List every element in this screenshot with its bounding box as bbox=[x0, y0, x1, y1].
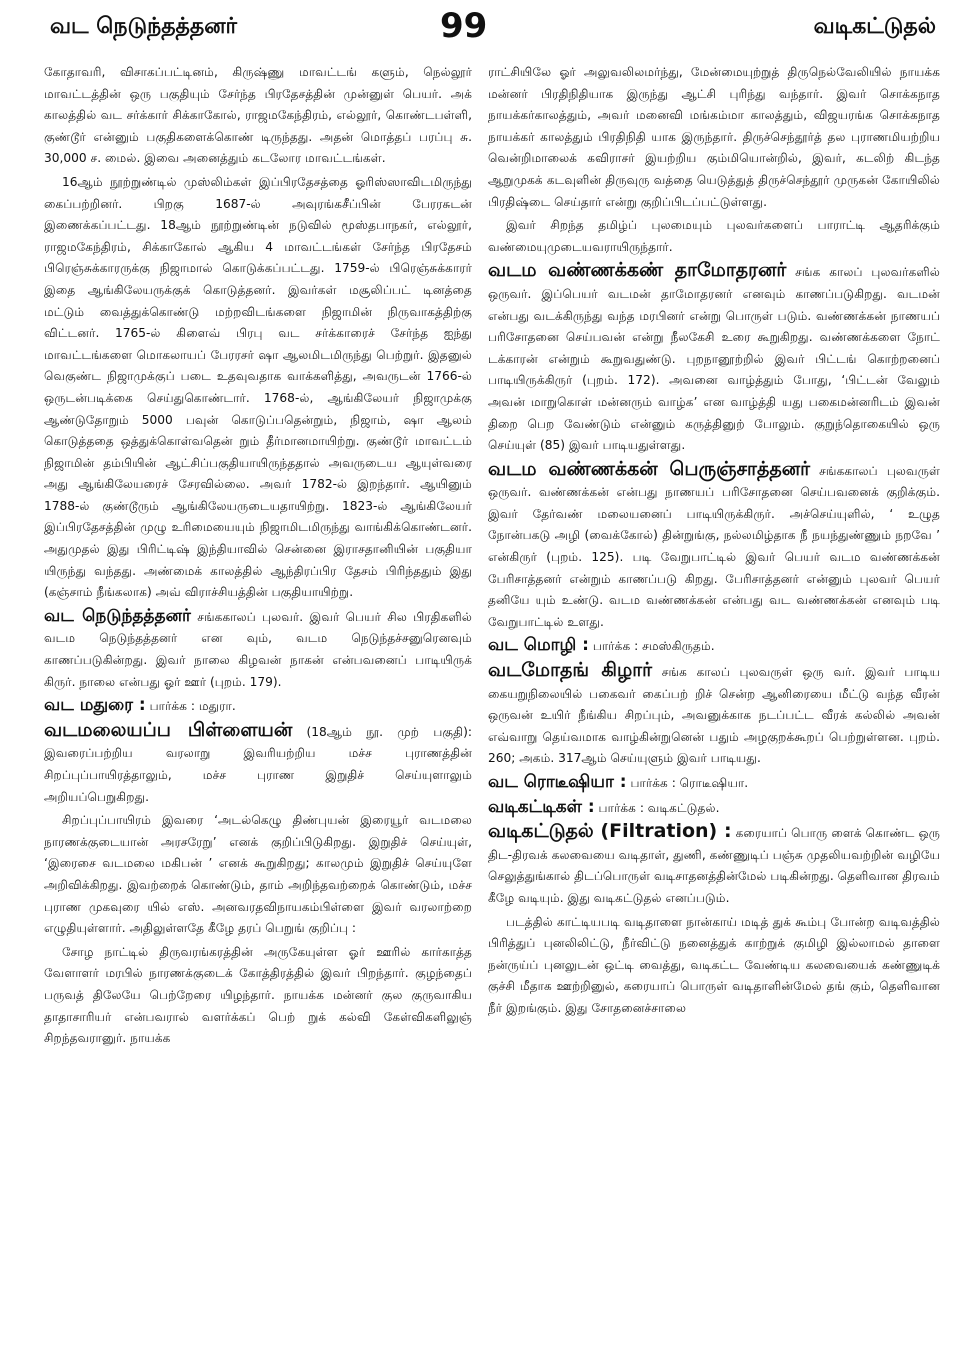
paragraph-text: சிறப்புப்பாயிரம் இவரை ‘அடல்கெழு திண்புயன் இரையூர் வடமலை நாரணக்குடையான் அரசரேறு’ எனக் குறிப்பிடுகிறது. இறுதிச் செய்யுள், ‘இரைசை வடமலை மகிபன் ’ எனக் கூறுகிறது; காலமும் இறுதிச் செய்யுளே அறிவிக்கிறது. இவற்றைக் கொண்டும், தாம் அறிந்தவற்றைக் கொண்டும், மச்ச புராண முகவுரை யில் எஸ். அனவரதவிநாயகம்பிள்ளை இவர் வரலாற்றை எழுதியுள்ளார். அதிலுள்ளதே கீழே தரப் பெறுங் குறிப்பு : bbox=[44, 813, 472, 936]
paragraph-text: (18ஆம் நூ. முற் பகுதி): இவரைப்பற்றிய வரலாறு இவரியற்றிய மச்ச புராணத்தின் சிறப்புப்பாயிரத்தாலும், மச்ச புராண இறுதிச் செய்யுளாலும் அறியப்பெறுகிறது. bbox=[44, 724, 472, 804]
left-column bbox=[44, 62, 472, 1352]
paragraph-text: படத்தில் காட்டியபடி வடிதாளை நான்காய் மடித் துக் கூம்பு போன்ற வடிவத்தில் பிரித்துப் புனலிலிட்டு, நீர்விட்டு நனைத்துக் காற்றுக் குமிழி இல்லாமல் தாளை நன்ருய்ப் புனலுடன் ஒட்டி வைத்து, வடிகட்ட வேண்டிய கலவையைக் கண்ணுடிக் குச்சி மீதாக ஊற்றினுல், கரையாப் பொருள் வடிதாளின்மேல் தங் கும், தெளிவான நீர் இறங்கும். இது சோதனைச்சாலை bbox=[488, 914, 940, 1015]
paragraph-text: கோதாவரி, விசாகப்பட்டினம், கிருஷ்ணு மாவட்டங் களும், நெல்லூர் மாவட்டத்தின் ஒரு பகுதியும் சேர்ந்த பிரதேசத்தின் முன்னுள் பெயர். அக் காலத்தில் வட சர்க்கார் சிக்காகோல், ராஜமகேந்திரம், எல்லூர், கொண்டபள்ளி, குண்டூர் என்னும் பகுதிகளைக்கொண் டிருந்தது. அதன் மொத்தப் பரப்பு சு. 30,000 ச. மைல். இவை அனைத்தும் கடலோர மாவட்டங்கள். bbox=[44, 65, 472, 166]
encyclopedia-entry bbox=[44, 720, 472, 808]
body-paragraph bbox=[488, 62, 940, 213]
body-paragraph bbox=[44, 62, 472, 170]
entry-headword: வட நெடுந்தத்தனர் bbox=[44, 605, 191, 626]
paragraph-text: 16ஆம் நூற்றுண்டில் முஸ்லிம்கள் இப்பிரதேசத்தை ஓரிஸ்ஸாவிடமிருந்து கைப்பற்றினர். பிறகு 1687-ல் அவுரங்கசீப்பின் பேரரசுடன் இணைக்கப்பட்டது. 18ஆம் நூற்றுண்டின் நடுவில் மூஸ்தபாநகர், எல்லூர், ராஜமகேந்திரம், சிக்காகோல் ஆகிய 4 மாவட்டங்கள் சேர்ந்த பிரதேசம் பிரெஞ்சுக்காரருக்கு நிஜாமால் கொடுக்கப்பட்டது. 1759-ல் பிரெஞ்சுக்காரர் இதை ஆங்கிலேயருக்குக் கொடுத்தனர். இவர்கள் மசூலிப்பட் டினத்தை மட்டும் வைத்துக்கொண்டு மற்றவிடங்களை நிஜாமின் நிருவாகத்திற்கு விட்டனர். 1765-ல் கிளைவ் பிரபு வட சர்க்காரைச் சேர்ந்த ஐந்து மாவட்டங்களை மொகலாயப் பேரரசர் ஷா ஆலமிடமிருந்து பெற்றுர். இதனுல் வெகுண்ட நிஜாமுக்குப் படை உதவுவதாக வாக்களித்து, அவருடன் 1766-ல் ஒருடன்படிக்கை செய்துகொண்டார். 1768-ல், ஆங்கிலேயர் நிஜாமுக்கு ஆண்டுதோறும் 5000 பவுன் கொடுப்பதென்றும், நிஜாம், ஷா ஆலம் கொடுத்ததை ஒத்துக்கொள்வதென் றும் தீர்மானமாயிற்று. குண்டூர் மாவட்டம் நிஜாமின் தம்பியின் ஆட்சிப்பகுதியாயிருந்ததால் அவருடைய ஆயுள்வரை அது ஆங்கிலேயரைச் சேரவில்லை. அவர் 1782-ல் இறந்தார். ஆயினும் 1788-ல் குண்டூரும் ஆங்கிலேயருடையதாயிற்று. 1823-ல் ஆங்கிலேயர் இப்பிரதேசத்தின் முழு உரிமையையும் நிஜாமிடமிருந்து வாங்கிக்கொண்டனர். அதுமுதல் இது பிரிட்டிஷ் இந்தியாவில் சென்னை இராசதானியின் பகுதியா யிருந்து வந்தது. அண்மைக் காலத்தில் ஆந்திரப்பிர தேசம் பிரிந்ததும் இது (கஞ்சாம் நீங்கலாக) அவ் விராச்சியத்தின் பகுதியாயிற்று. bbox=[44, 174, 472, 600]
entry-headword: வடமலையப்ப பிள்ளையன் bbox=[44, 718, 293, 741]
entry-headword: வடிகட்டுதல் (Filtration) : bbox=[488, 820, 732, 843]
entry-headword: வட மொழி : bbox=[488, 635, 589, 656]
cross-reference: பார்க்க : சமஸ்கிருதம். bbox=[592, 639, 715, 654]
page-header bbox=[0, 0, 960, 62]
body-paragraph bbox=[44, 942, 472, 1050]
entry-headword: வடமோதங் கிழார் bbox=[488, 659, 653, 682]
entry-headword: வட மதுரை : bbox=[44, 695, 146, 716]
encyclopedia-entry bbox=[488, 660, 940, 770]
encyclopedia-entry bbox=[488, 635, 940, 658]
encyclopedia-entry bbox=[488, 797, 940, 820]
entry-headword: வடம வண்ணக்கண் தாமோதரனர் bbox=[488, 259, 787, 282]
paragraph-text: சங்ககாலப் புலவர். இவர் பெயர் சில பிரதிகளில் வடம நெடுந்தத்தனர் என வும், வடம நெடுந்தச்சனுரெனவும் காணப்படுகின்றது. இவர் நாலை கிழவன் நாகன் என்பவனைப் பாடியிருக் கிருர். நாலை என்பது ஓர் ஊர் (புறம். 179). bbox=[44, 609, 472, 689]
paragraph-text: கரையாப் பொரு ளைக் கொண்ட ஒரு திட-திரவக் கலவையை வடிதாள், துணி, கண்ணுடிப் பஞ்சு முதலியவற்றின் வழியே செலுத்துங்கால் திடப்பொருள் வடிசாதனத்தின்மேல் படிகின்றது. தெளிவான திரவம் கீழே வடியும். இது வடிகட்டுதல் எனப்படும். bbox=[488, 826, 940, 905]
paragraph-text: சங்க காலப் புலவருள் ஒரு வர். இவர் பாடிய கையறுநிலையில் பகைவர் கைப்பற் றிச் சென்ற ஆனிரையை மீட்டு வந்த வீரன் ஒருவன் உயிர் நீங்கிய சிறப்பும், அவனுக்காக நடப்பட்ட வீரக் கல்லில் அவன் எவ்வாறு தெய்வமாக வாழ்கின்றுனென் பதும் அழகுறக்கூறப் பெற்றுள்ளன. புறம். 260; அகம். 317ஆம் செய்யுளும் இவர் பாடியது. bbox=[488, 665, 940, 766]
body-paragraph bbox=[488, 912, 940, 1020]
encyclopedia-entry bbox=[488, 821, 940, 909]
cross-reference: பார்க்க : வடிகட்டுதல். bbox=[598, 800, 720, 815]
paragraph-text: சோழ நாட்டில் திருவரங்கரத்தின் அருகேயுள்ள ஓர் ஊரில் கார்காத்த வேளாளர் மரபில் நாரணக்குடைக் கோத்திரத்தில் இவர் பிறந்தார். குழந்தைப் பருவத் திலேயே பெற்றேரை யிழந்தார். நாயக்க மன்னர் குல குருவாகிய தாதாசாரியர் என்பவரால் வளர்க்கப் பெற் றுக் கல்வி கேள்விகளிலுஞ் சிறந்தவரானுர். நாயக்க bbox=[44, 944, 472, 1046]
cross-reference: பார்க்க : மதுரா. bbox=[149, 699, 236, 714]
body-paragraph bbox=[44, 172, 472, 604]
paragraph-text: இவர் சிறந்த தமிழ்ப் புலமையும் புலவர்களைப் பாராட்டி ஆதரிக்கும் வண்மையுமுடையவராயிருந்தார். bbox=[488, 218, 940, 254]
cross-reference: பார்க்க : ரொடீஷியா. bbox=[630, 776, 749, 790]
paragraph-text: சங்க காலப் புலவர்களில் ஒருவர். இப்பெயர் வடமன் தாமோதரனர் எனவும் காணப்படுகிறது. வடமன் என்பது வடக்கிருந்து வந்த மரபினர் என்று பொருள் படும். வண்ணக்கன் நாணயப் பரிசோதனை செய்பவன் என்று நீலகேசி உரை கூறுகிறது. வண்ணக்களை நோட் டக்காரன் என்றும் கூறுவதுண்டு. புறநானூற்றில் இவர் பிட்டங் கொற்றனைப் பாடியிருக்கிருர் (புறம். 172). அவனை வாழ்த்தும் போது, ‘பிட்டன் வேலும் அவன் மாறுகொள் மன்னரும் வாழ்க’ என வாழ்த்தி யது பகைமன்னரிடம் இவன் திறை பெற வேண்டும் என்னும் கருத்தினுற் போலும். குறுந்தொகையில் ஒரு செய்யுள் (85) இவர் பாடியதுள்ளது. bbox=[488, 265, 940, 453]
encyclopedia-entry bbox=[488, 772, 940, 795]
encyclopedia-entry bbox=[488, 459, 940, 634]
page-number: 99 bbox=[440, 6, 488, 46]
encyclopedia-entry bbox=[488, 260, 940, 456]
entry-headword: வட ரொடீஷியா : bbox=[488, 772, 627, 792]
right-column bbox=[488, 62, 940, 1352]
encyclopedia-entry bbox=[44, 606, 472, 693]
encyclopedia-entry bbox=[44, 695, 472, 718]
entry-headword: வடிகட்டிகள் : bbox=[488, 796, 595, 817]
header-right-title: வடிகட்டுதல் bbox=[813, 14, 936, 39]
entry-headword: வடம வண்ணக்கன் பெருஞ்சாத்தனர் bbox=[488, 457, 811, 480]
paragraph-text: சங்ககாலப் புலவருள் ஒருவர். வண்ணக்கன் என்பது நாணயப் பரிசோதனை செய்பவனைக் குறிக்கும். இவர் தேர்வண் மலையனைப் பாடியிருக்கிருர். அச்செய்யுளில், ‘ உழுத நோன்பகடு அழி (வைக்கோல்) தின்றுங்கு, நல்லமிழ்தாக நீ நயந்துண்ணும் நறவே ’ என்கிருர் (புறம். 125). படி வேறுபாட்டில் இவர் பெயர் வடம வண்ணக்கன் பேரிசாத்தனர் என்றும் காணப்படு கிறது. பேரிசாத்தனர் என்னும் புலவர் பெயர் தனியே யும் உண்டு. வடம வண்ணக்கன் என்பது வட வண்ணக்கன் எனவும் படி வேறுபாட்டில் உளது. bbox=[488, 463, 940, 629]
header-left-title: வட நெடுந்தத்தனர் bbox=[50, 14, 238, 39]
body-paragraph bbox=[44, 810, 472, 940]
paragraph-text: ராட்சியிலே ஓர் அலுவலிலமர்ந்து, மேன்மையுற்றுத் திருநெல்வேலியில் நாயக்க மன்னர் பிரதிநிதியாக இருந்து ஆட்சி புரிந்து வந்தார். இவர் சொக்கநாத நாயக்கர்காலத்தும், அவர் மனைவி மங்கம்மா காலத்தும், விஜயரங்க சொக்கநாத நாயக்கர் காலத்தும் பிரதிநிதி யாக இருந்தார். திருச்செந்தூர்த் தல புராணமியற்றிய வென்றிமாலைக் கவிராசர் இயற்றிய கும்மியொன்றில், இவர், கடலிற் கிடந்த ஆறுமுகக் கடவுளின் திருவுரு வத்தை யெடுத்துத் திருச்செந்தூர் முருகன் கோயிலில் பிரதிஷ்டை செய்தார் என்று குறிப்பிடப்பட்டுள்ளது. bbox=[488, 65, 940, 209]
body-paragraph bbox=[488, 215, 940, 258]
